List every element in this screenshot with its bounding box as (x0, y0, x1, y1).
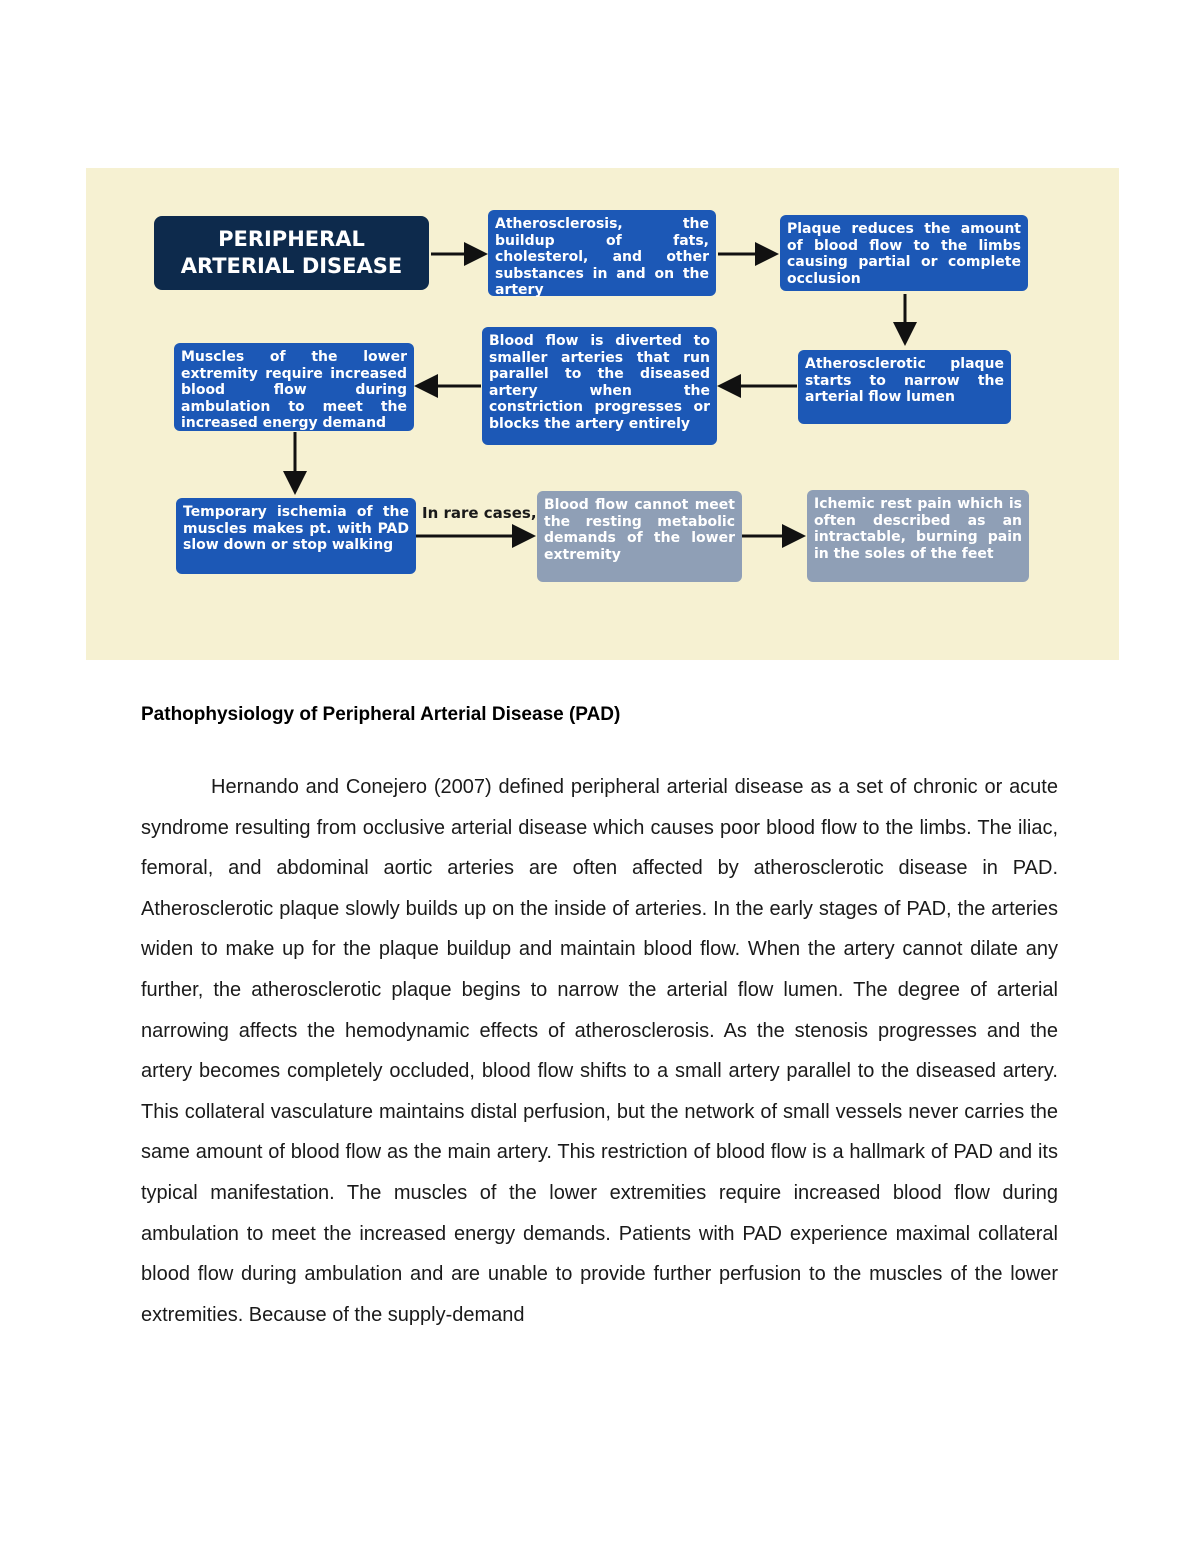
section-heading: Pathophysiology of Peripheral Arterial Disease (PAD) (141, 704, 621, 725)
box-plaque-narrows-lumen: Atherosclerotic plaque starts to narrow the arterial flow lumen (798, 350, 1011, 424)
rare-cases-label: In rare cases, (422, 504, 537, 522)
pad-flowchart (86, 168, 1119, 660)
box-muscles-demand: Muscles of the lower extremity require increased blood flow during ambulation to meet the increased energy demand (174, 343, 414, 431)
box-plaque-reduces-flow: Plaque reduces the amount of blood flow to the limbs causing partial or complete occlusion (780, 215, 1028, 291)
flowchart-title: PERIPHERAL ARTERIAL DISEASE (154, 216, 429, 290)
box-rest-pain: Ichemic rest pain which is often described as an intractable, burning pain in the soles of the feet (807, 490, 1029, 582)
box-atherosclerosis: Atherosclerosis, the buildup of fats, cholesterol, and other substances in and on the artery (488, 210, 716, 296)
box-temporary-ischemia: Temporary ischemia of the muscles makes pt. with PAD slow down or stop walking (176, 498, 416, 574)
body-paragraph: Hernando and Conejero (2007) defined peripheral arterial disease as a set of chronic or acute syndrome resulting from occlusive arterial disease which causes poor blood flow to the limbs. The iliac, femoral, and abdominal aortic arteries are often affected by atherosclerotic disease in PAD. Atherosclerotic plaque slowly builds up on the inside of arteries. In the early stages of PAD, the arteries widen to make up for the plaque buildup and maintain blood flow. When the artery cannot dilate any further, the atherosclerotic plaque begins to narrow the arterial flow lumen. The degree of arterial narrowing affects the hemodynamic effects of atherosclerosis. As the stenosis progresses and the artery becomes completely occluded, blood flow shifts to a small artery parallel to the diseased artery. This collateral vasculature maintains distal perfusion, but the network of small vessels never carries the same amount of blood flow as the main artery. This restriction of blood flow is a hallmark of PAD and its typical manifestation. The muscles of the lower extremities require increased blood flow during ambulation to meet the increased energy demands. Patients with PAD experience maximal collateral blood flow during ambulation and are unable to provide further perfusion to the muscles of the lower extremities. Because of the supply-demand (141, 776, 1058, 1326)
box-flow-diverted: Blood flow is diverted to smaller arteries that run parallel to the diseased artery when the constriction progresses or blocks the artery entirely (482, 327, 717, 445)
box-resting-demands: Blood flow cannot meet the resting metabolic demands of the lower extremity (537, 491, 742, 582)
